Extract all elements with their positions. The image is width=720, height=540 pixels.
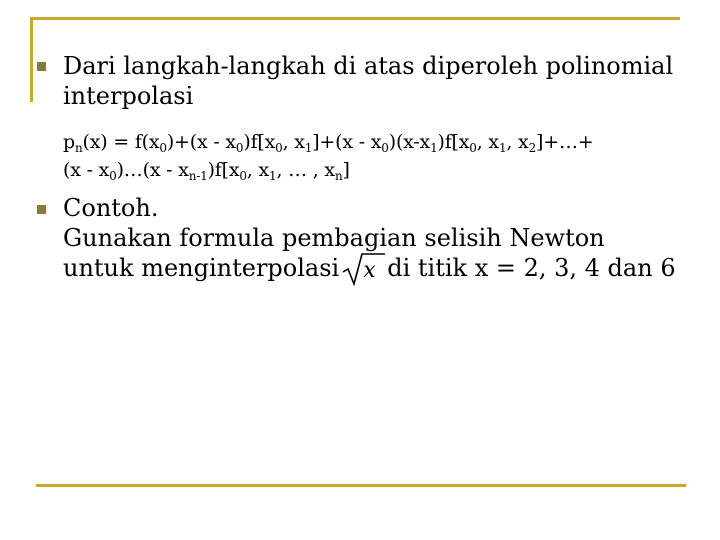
- bullet-1-line-1: Dari langkah-langkah di atas diperoleh polinomial: [63, 52, 674, 80]
- bullet-square-1: [37, 62, 46, 71]
- square-root-symbol: [341, 254, 385, 284]
- formula-line-1: $p_n(x) = f(x_0)+(x - x_0)f[x_0$, $x_1]+(x - x_0)(x-x_1)f[x_0$, $x_1$, $x_2]+\dots+$: [63, 131, 594, 155]
- formula-line-2: $(x - x_0)\dots(x - x_{n-1})f[x_0$, $x_1$, … , $x_n$]: [63, 159, 350, 183]
- top-accent-bar: [30, 17, 680, 20]
- bullet-text-1: [63, 51, 703, 111]
- bullet-2-line-2: Gunakan formula pembagian selisih Newton: [63, 224, 605, 252]
- sqrt-variable: x: [363, 258, 376, 283]
- bullet-square-2: [37, 205, 46, 214]
- bottom-accent-bar: [36, 484, 686, 487]
- bullet-2-line-3: untuk menginterpolasi x di titik x = 2, 3, 4 dan 6: [63, 253, 703, 284]
- bullet-2-line-1: Contoh.: [63, 194, 159, 222]
- bullet-text-2: [63, 193, 703, 284]
- left-accent-bar: [30, 17, 33, 102]
- bullet-1-line-2: interpolasi: [63, 82, 194, 110]
- newton-polynomial-formula: [63, 128, 703, 184]
